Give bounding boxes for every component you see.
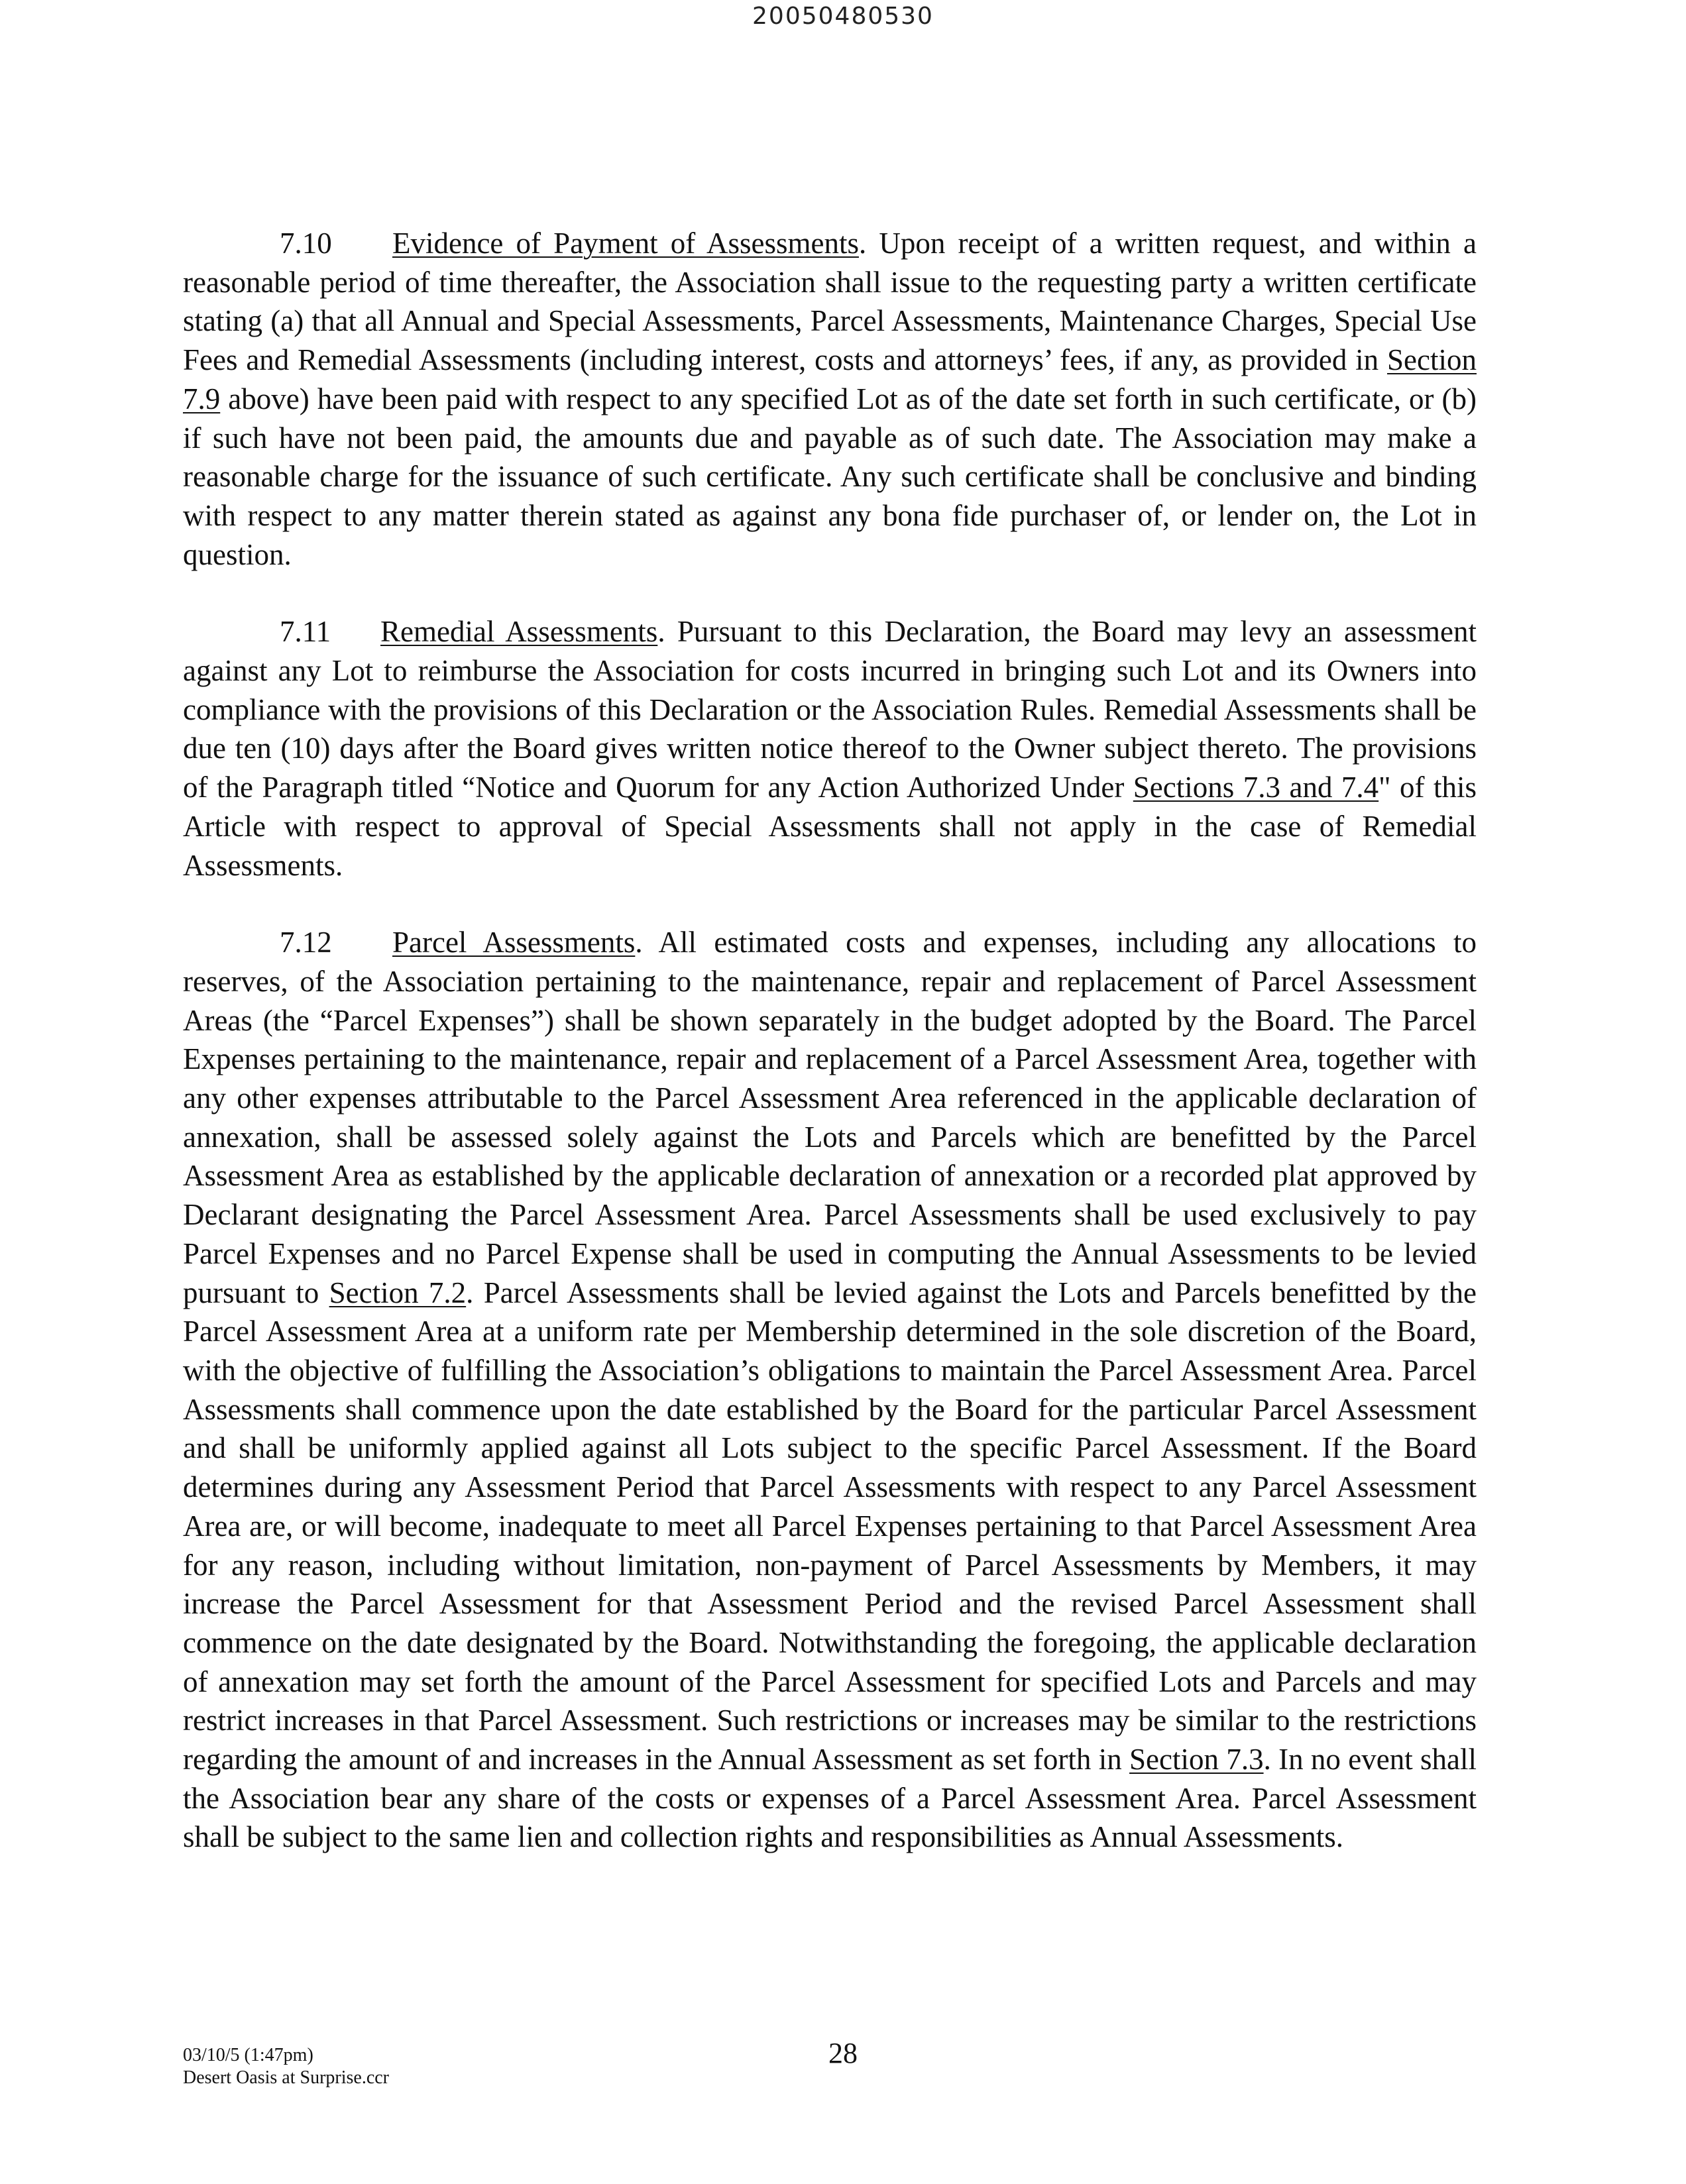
section-text: " of this Article with respect to approval of Special Assessments shall not apply in the case of Remedial Assessments. — [183, 771, 1477, 882]
section-7-12 — [183, 923, 1477, 1857]
page-number: 28 — [828, 2037, 858, 2069]
section-text: . In no event shall the Association bear any share of the costs or expenses of a Parcel Assessment Area. Parcel Assessment shall be subject to the same lien and collection rights and responsibilities as Annual Assessments. — [183, 1743, 1477, 1854]
section-7-10 — [183, 224, 1477, 574]
section-7-11 — [183, 612, 1477, 885]
section-text: . Parcel Assessments shall be levied against the Lots and Parcels benefitted by the Parcel Assessment Area at a uniform rate per Membership determined in the sole discretion of the Board, with the objective of fulfilling the Association’s obligations to maintain the Parcel Assessment Area. Parcel Assessments shall commence upon the date established by the Board for the particular Parcel Assessment and shall be uniformly applied against all Lots subject to the specific Parcel Assessment. If the Board determines during any Assessment Period that Parcel Assessments with respect to any Parcel Assessment Area are, or will become, inadequate to meet all Parcel Expenses pertaining to that Parcel Assessment Area for any reason, including without limitation, non-payment of Parcel Assessments by Members, it may increase the Parcel Assessment for that Assessment Period and the revised Parcel Assessment shall commence on the date designated by the Board. Notwithstanding the foregoing, the applicable declaration of annexation may set forth the amount of the Parcel Assessment for specified Lots and Parcels and may restrict increases in that Parcel Assessment. Such restrictions or increases may be similar to the restrictions regarding the amount of and increases in the Annual Assessment as set forth in — [183, 1276, 1477, 1776]
section-number: 7.10 — [280, 227, 332, 260]
document-body — [183, 224, 1477, 1895]
section-text: above) have been paid with respect to any specified Lot as of the date set forth in such certificate, or (b) if such have not been paid, the amounts due and payable as of such date. The Association may make a reasonable charge for the issuance of such certificate. Any such certificate shall be conclusive and binding with respect to any matter therein stated as against any bona fide purchaser of, or lender on, the Lot in question. — [183, 382, 1477, 571]
section-reference: Sections 7.3 and 7.4 — [1133, 771, 1379, 804]
section-number: 7.12 — [280, 926, 332, 959]
section-text: . Upon receipt of a written request, and within a reasonable period of time thereafter, the Association shall issue to the requesting party a written certificate stating (a) that all Annual and Special Assessments, Parcel Assessments, Maintenance Charges, Special Use Fees and Remedial Assessments (including interest, costs and attorneys’ fees, if any, as provided in — [183, 227, 1477, 377]
section-title: Remedial Assessments — [380, 615, 658, 649]
section-number: 7.11 — [280, 615, 331, 649]
section-title: Evidence of Payment of Assessments — [392, 227, 859, 260]
section-reference: Section 7.9 — [183, 343, 1477, 415]
document-number: 20050480530 — [752, 3, 934, 30]
section-text: . All estimated costs and expenses, including any allocations to reserves, of the Association pertaining to the maintenance, repair and replacement of Parcel Assessment Areas (the “Parcel Expenses”) shall be shown separately in the budget adopted by the Board. The Parcel Expenses pertaining to the maintenance, repair and replacement of a Parcel Assessment Area, together with any other expenses attributable to the Parcel Assessment Area referenced in the applicable declaration of annexation, shall be assessed solely against the Lots and Parcels which are benefitted by the Parcel Assessment Area as established by the applicable declaration of annexation or a recorded plat approved by Declarant designating the Parcel Assessment Area. Parcel Assessments shall be used exclusively to pay Parcel Expenses and no Parcel Expense shall be used in computing the Annual Assessments to be levied pursuant to — [183, 926, 1477, 1309]
footer-file-name: Desert Oasis at Surprise.ccr — [183, 2067, 390, 2088]
section-title: Parcel Assessments — [392, 926, 636, 959]
section-reference: Section 7.3 — [1129, 1743, 1264, 1776]
section-text: . Pursuant to this Declaration, the Board may levy an assessment against any Lot to reimburse the Association for costs incurred in bringing such Lot and its Owners into compliance with the provisions of this Declaration or the Association Rules. Remedial Assessments shall be due ten (10) days after the Board gives written notice thereof to the Owner subject thereto. The provisions of the Paragraph titled “Notice and Quorum for any Action Authorized Under — [183, 615, 1477, 804]
section-reference: Section 7.2 — [329, 1276, 467, 1309]
footer-date: 03/10/5 (1:47pm) — [183, 2045, 313, 2065]
